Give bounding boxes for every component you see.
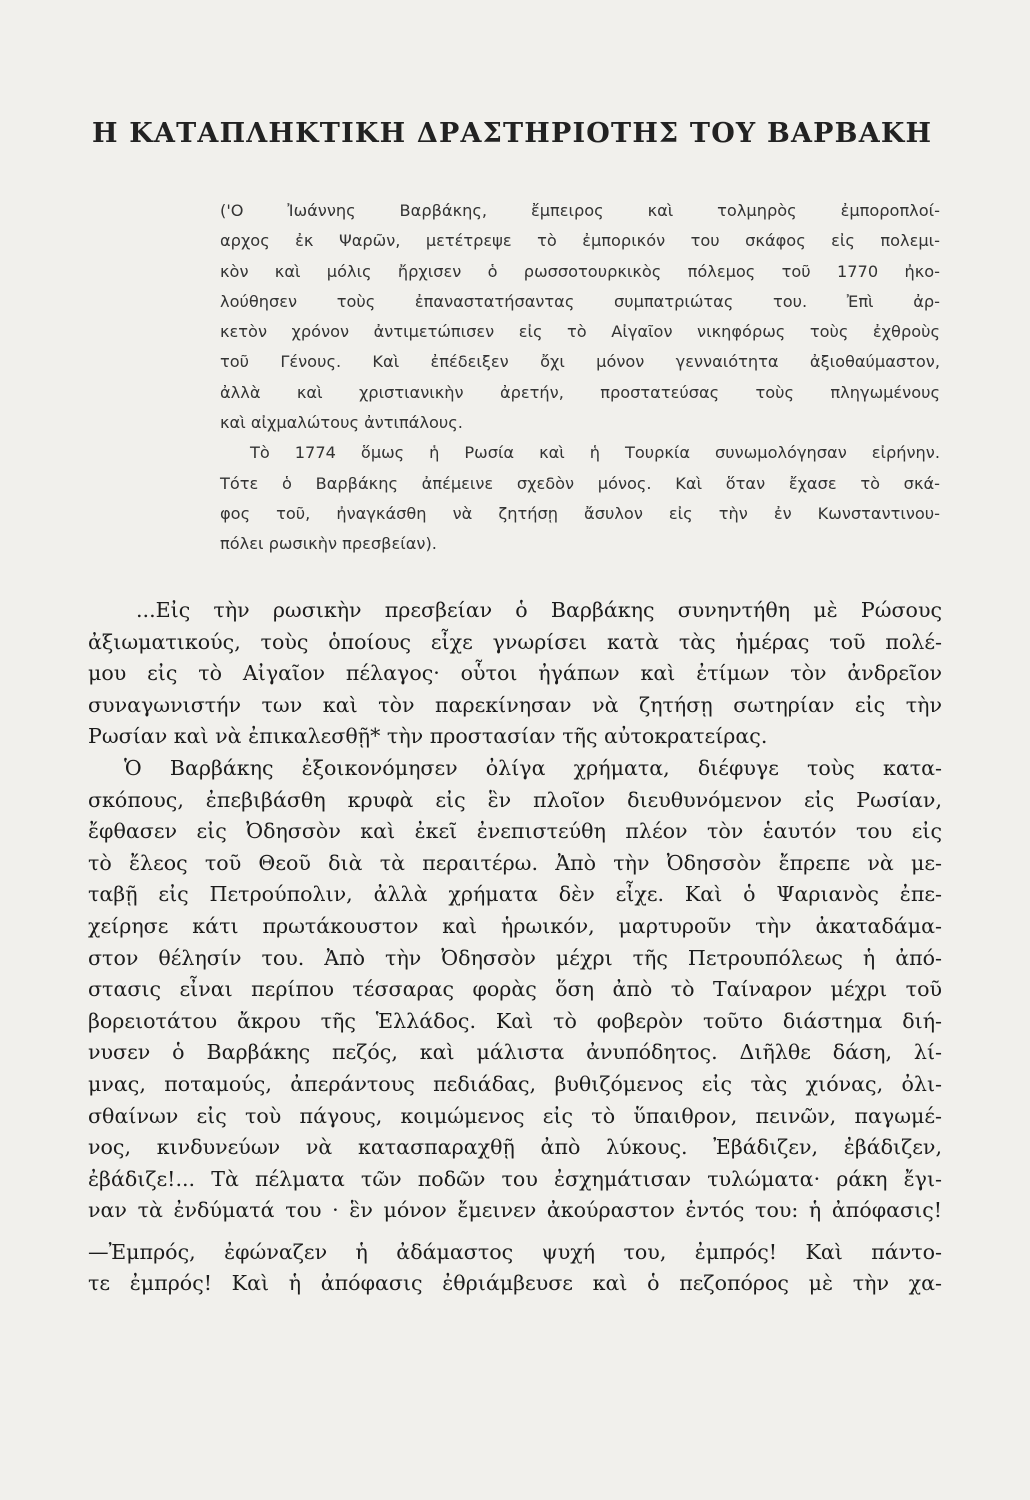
body-line: μου εἰς τὸ Αἰγαῖον πέλαγος· οὗτοι ἠγάπων καὶ ἐτίμων τὸν ἀνδρεῖον: [88, 661, 942, 686]
body-line: συναγωνιστήν των καὶ τὸν παρεκίνησαν νὰ ζητήσῃ σωτηρίαν εἰς τὴν: [88, 692, 942, 717]
body-line: Ρωσίαν καὶ νὰ ἐπικαλεσθῇ* τὴν προστασίαν τῆς αὐτοκρατείρας.: [88, 724, 768, 749]
body-line: στασις εἶναι περίπου τέσσαρας φορὰς ὅση ἀπὸ τὸ Ταίναρον μέχρι τοῦ: [88, 977, 942, 1002]
body-line: ἐβάδιζε!... Τὰ πέλματα τῶν ποδῶν του ἐσχημάτισαν τυλώματα· ράκη ἔγι-: [88, 1166, 942, 1191]
body-line: Ὁ Βαρβάκης ἐξοικονόμησεν ὀλίγα χρήματα, διέφυγε τοὺς κατα-: [124, 755, 942, 780]
body-line: τὸ ἔλεος τοῦ Θεοῦ διὰ τὰ περαιτέρω. Ἀπὸ τὴν Ὀδησσὸν ἔπρεπε νὰ με-: [88, 850, 942, 875]
intro-line: κετὸν χρόνον ἀντιμετώπισεν εἰς τὸ Αἰγαῖον νικηφόρως τοὺς ἐχθροὺς: [220, 322, 940, 342]
main-text: [88, 595, 942, 1300]
body-line: ...Εἰς τὴν ρωσικὴν πρεσβείαν ὁ Βαρβάκης συνηντήθη μὲ Ρώσους: [136, 598, 942, 622]
body-line: ἀξιωματικούς, τοὺς ὁποίους εἶχε γνωρίσει κατὰ τὰς ἡμέρας τοῦ πολέ-: [88, 629, 942, 654]
intro-line: κὸν καὶ μόλις ἤρχισεν ὁ ρωσσοτουρκικὸς πόλεμος τοῦ 1770 ἠκο-: [220, 261, 940, 281]
body-line: σκόπους, ἐπεβιβάσθη κρυφὰ εἰς ἓν πλοῖον διευθυνόμενον εἰς Ρωσίαν,: [88, 787, 942, 812]
intro-line: φος τοῦ, ἠναγκάσθη νὰ ζητήσῃ ἄσυλον εἰς τὴν ἐν Κωνσταντινου-: [220, 503, 940, 523]
body-line: νυσεν ὁ Βαρβάκης πεζός, καὶ μάλιστα ἀνυπόδητος. Διῆλθε δάση, λί-: [88, 1040, 942, 1065]
body-line: ἔφθασεν εἰς Ὀδησσὸν καὶ ἐκεῖ ἐνεπιστεύθη πλέον τὸν ἑαυτόν του εἰς: [88, 819, 942, 844]
intro-line: ('Ο Ἰωάννης Βαρβάκης, ἔμπειρος καὶ τολμηρὸς ἐμποροπλοί-: [220, 201, 940, 220]
body-line: σθαίνων εἰς τοὺ πάγους, κοιμώμενος εἰς τὸ ὕπαιθρον, πεινῶν, παγωμέ-: [88, 1103, 942, 1128]
body-line: νος, κινδυνεύων νὰ κατασπαραχθῇ ἀπὸ λύκους. Ἐβάδιζεν, ἐβάδιζεν,: [88, 1135, 942, 1160]
intro-line: πόλει ρωσικὴν πρεσβείαν).: [220, 534, 437, 554]
intro-line: Τότε ὁ Βαρβάκης ἀπέμεινε σχεδὸν μόνος. Καὶ ὅταν ἔχασε τὸ σκά-: [220, 473, 940, 493]
intro-paragraph: [220, 196, 940, 560]
intro-line: Τὸ 1774 ὅμως ἡ Ρωσία καὶ ἡ Τουρκία συνωμολόγησαν εἰρήνην.: [250, 443, 940, 463]
body-line: στον θέλησίν του. Ἀπὸ τὴν Ὀδησσὸν μέχρι τῆς Πετρουπόλεως ἡ ἀπό-: [88, 945, 942, 970]
body-line: χείρησε κάτι πρωτάκουστον καὶ ἡρωικόν, μαρτυροῦν τὴν ἀκαταδάμα-: [88, 913, 942, 938]
body-line: ναν τὰ ἐνδύματά του · ἓν μόνον ἔμεινεν ἀκούραστον ἐντός του: ἡ ἀπόφασις!: [88, 1198, 942, 1223]
body-line: —Ἐμπρός, ἐφώναζεν ἡ ἀδάμαστος ψυχή του, ἐμπρός! Καὶ πάντο-: [88, 1239, 942, 1264]
intro-line: ἀλλὰ καὶ χριστιανικὴν ἀρετήν, προστατεύσας τοὺς πληγωμένους: [220, 382, 940, 402]
body-line: τε ἐμπρός! Καὶ ἡ ἀπόφασις ἐθριάμβευσε καὶ ὁ πεζοπόρος μὲ τὴν χα-: [88, 1271, 942, 1296]
intro-line: λούθησεν τοὺς ἐπαναστατήσαντας συμπατριώτας του. Ἐπὶ ἀρ-: [220, 291, 940, 311]
intro-line: αρχος ἐκ Ψαρῶν, μετέτρεψε τὸ ἐμπορικόν του σκάφος εἰς πολεμι-: [220, 231, 940, 251]
intro-line: τοῦ Γένους. Καὶ ἐπέδειξεν ὄχι μόνον γενναιότητα ἀξιοθαύμαστον,: [220, 352, 940, 372]
body-line: βορειοτάτου ἄκρου τῆς Ἑλλάδος. Καὶ τὸ φοβερὸν τοῦτο διάστημα διή-: [88, 1008, 942, 1033]
page-title: Η ΚΑΤΑΠΛΗΚΤΙΚΗ ΔΡΑΣΤΗΡΙΟΤΗΣ ΤΟΥ ΒΑΡΒΑΚΗ: [92, 118, 933, 149]
intro-line: καὶ αἰχμαλώτους ἀντιπάλους.: [220, 413, 463, 433]
body-line: μνας, ποταμούς, ἀπεράντους πεδιάδας, βυθιζόμενος εἰς τὰς χιόνας, ὀλι-: [88, 1071, 942, 1096]
body-line: ταβῇ εἰς Πετρούπολιν, ἀλλὰ χρήματα δὲν εἶχε. Καὶ ὁ Ψαριανὸς ἐπε-: [88, 882, 942, 907]
